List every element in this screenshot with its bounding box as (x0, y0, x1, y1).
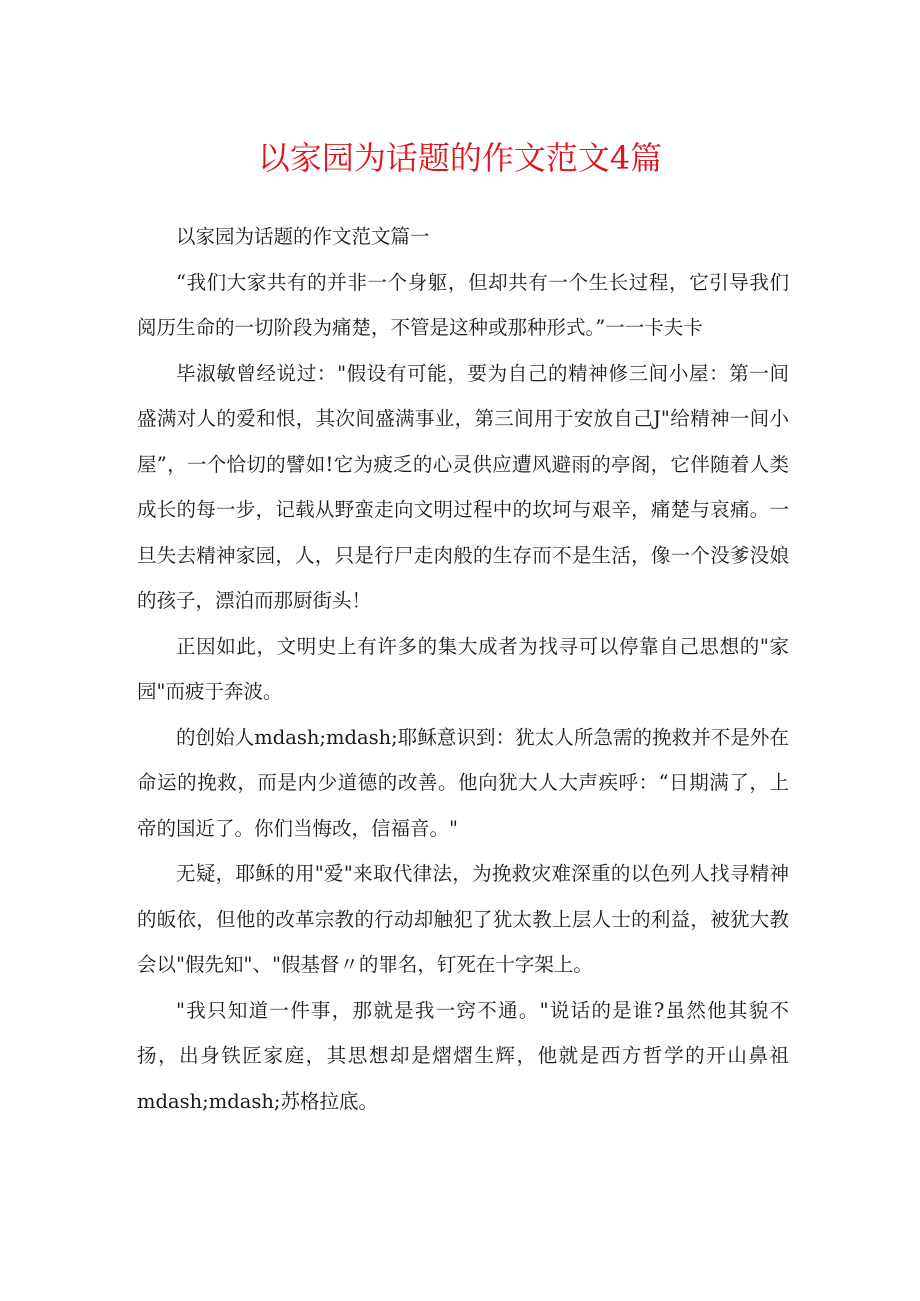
paragraph: 正因如此，文明史上有许多的集大成者为找寻可以停靠自己思想的"家园"而疲于奔波。 (137, 634, 789, 703)
paragraph: 的创始人mdash;mdash;耶稣意识到：犹太人所急需的挽救并不是外在命运的挽救，而是内少道德的改善。他向犹大人大声疾呼：“日期满了，上帝的国近了。你们当悔改，信福音。" (137, 725, 789, 840)
document-body (137, 214, 789, 1124)
paragraph: 毕淑敏曾经说过："假设有可能，要为自己的精神修三间小屋：第一间盛满对人的爱和恨，其次间盛满事业，第三间用于安放自己J"给精神一间小屋”，一个恰切的譬如!它为疲乏的心灵供应遭风避雨的亭阁，它伴随着人类成长的每一步，记载从野蛮走向文明过程中的坎坷与艰辛，痛楚与哀痛。一旦失去精神家园，人，只是行尸走肉般的生存而不是生活，像一个没爹没娘的孩子，漂泊而那厨街头！ (137, 361, 789, 612)
section-heading: 以家园为话题的作文范文篇一 (176, 225, 430, 248)
paragraph: "我只知道一件事，那就是我一窍不通。"说话的是谁?虽然他其貌不扬，出身铁匠家庭，其思想却是熠熠生辉，他就是西方哲学的开山鼻祖mdash;mdash;苏格拉底。 (137, 998, 789, 1113)
document-title: 以家园为话题的作文范文4篇 (257, 139, 663, 177)
paragraph: “我们大家共有的并非一个身躯，但却共有一个生长过程，它引导我们阅历生命的一切阶段为痛楚，不管是这种或那种形式。”一一卡夫卡 (137, 270, 789, 339)
paragraph: 无疑，耶稣的用"爱"来取代律法，为挽救灾难深重的以色列人找寻精神的皈依，但他的改革宗教的行动却触犯了犹太教上层人士的利益，被犹大教会以"假先知"、"假基督〃的罪名，钉死在十字架上。 (137, 862, 789, 976)
